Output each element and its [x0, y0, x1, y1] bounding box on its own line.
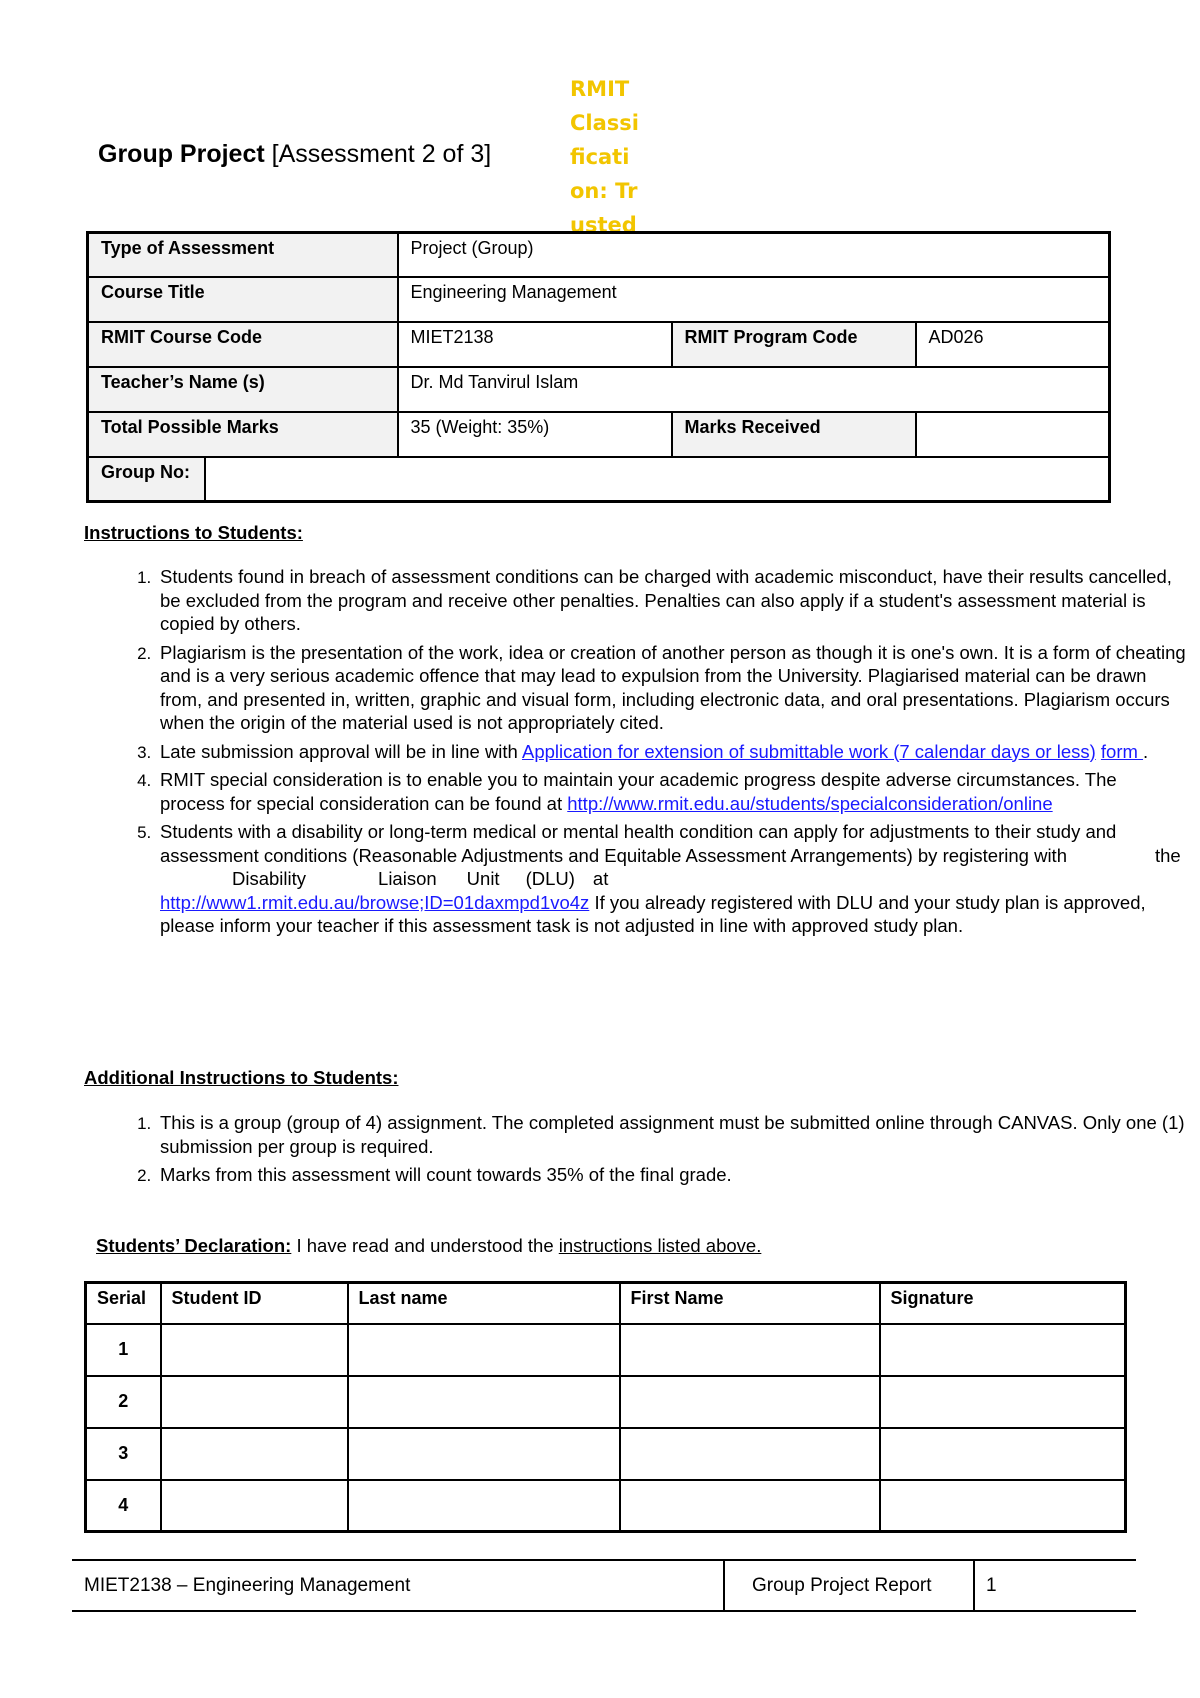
student-id-cell[interactable]	[161, 1480, 348, 1532]
first-name-cell[interactable]	[620, 1428, 880, 1480]
marks-label: Total Possible Marks	[88, 412, 398, 457]
extension-application-link[interactable]: Application for extension of submittable work (7 calendar days or less)	[521, 740, 1096, 762]
signature-cell[interactable]	[880, 1324, 1126, 1376]
declaration-text: I have read and understood the	[291, 1235, 559, 1256]
instruction-word: at	[592, 868, 609, 889]
group-no-label: Group No:	[88, 457, 205, 502]
classification-label: RMIT Classification: Trusted	[570, 77, 639, 237]
signature-cell[interactable]	[880, 1480, 1126, 1532]
instruction-item	[156, 820, 1186, 938]
instruction-item	[156, 740, 1186, 764]
title-rest: [Assessment 2 of 3]	[271, 140, 492, 168]
course-code-label: RMIT Course Code	[88, 322, 398, 367]
instruction-word: Unit	[466, 868, 500, 889]
special-consideration-link[interactable]: http://www.rmit.edu.au/students/specialconsideration/online	[567, 792, 1053, 814]
info-row-marks	[88, 412, 1110, 457]
declaration-label: Students’ Declaration:	[96, 1235, 292, 1256]
students-table	[84, 1281, 1127, 1533]
additional-instructions-list	[86, 1111, 1186, 1192]
course-title-label: Course Title	[88, 277, 398, 322]
student-id-cell[interactable]	[161, 1428, 348, 1480]
assessment-info-table	[86, 231, 1111, 503]
instructions-heading: Instructions to Students:	[84, 522, 303, 543]
col-header-last-name: Last name	[348, 1283, 620, 1324]
teacher-value: Dr. Md Tanvirul Islam	[398, 367, 1110, 412]
student-id-cell[interactable]	[161, 1324, 348, 1376]
course-title-value: Engineering Management	[398, 277, 1110, 322]
serial-cell: 3	[86, 1428, 161, 1480]
extension-form-link[interactable]: form	[1100, 740, 1144, 762]
col-header-signature: Signature	[880, 1283, 1126, 1324]
footer-doc-title: Group Project Report	[752, 1575, 932, 1596]
instruction-text: Late submission approval will be in line with	[160, 740, 522, 762]
instruction-word: Liaison	[378, 868, 437, 889]
additional-item: 2. Marks from this assessment will count towards 35% of the final grade.	[156, 1163, 1186, 1187]
footer-divider	[973, 1561, 975, 1610]
page-title	[98, 140, 491, 169]
first-name-cell[interactable]	[620, 1324, 880, 1376]
instruction-item	[156, 768, 1186, 815]
signature-cell[interactable]	[880, 1376, 1126, 1428]
info-row-type	[88, 233, 1110, 278]
additional-instructions-heading: Additional Instructions to Students:	[84, 1067, 399, 1088]
signature-cell[interactable]	[880, 1428, 1126, 1480]
instruction-text: .	[1143, 740, 1149, 762]
last-name-cell[interactable]	[348, 1324, 620, 1376]
info-row-group	[88, 457, 1110, 502]
serial-cell: 4	[86, 1480, 161, 1532]
last-name-cell[interactable]	[348, 1428, 620, 1480]
table-row	[86, 1480, 1126, 1532]
students-declaration	[96, 1235, 761, 1257]
students-table-header	[86, 1283, 1126, 1324]
last-name-cell[interactable]	[348, 1376, 620, 1428]
additional-item: 1. This is a group (group of 4) assignment. The completed assignment must be submitted online through CANVAS. Only one (1) submission per group is required.	[156, 1111, 1186, 1158]
first-name-cell[interactable]	[620, 1480, 880, 1532]
program-code-label: RMIT Program Code	[672, 322, 916, 367]
info-row-course-title	[88, 277, 1110, 322]
instructions-list	[86, 565, 1186, 943]
footer-divider	[723, 1561, 725, 1610]
instruction-text: If you already registered with DLU and your study plan is approved, please inform your teacher if this assessment task is not adjusted in line with approved study plan.	[160, 891, 1146, 936]
type-label: Type of Assessment	[88, 233, 398, 278]
page-footer	[72, 1559, 1136, 1612]
marks-received-field[interactable]	[916, 412, 1110, 457]
table-row	[86, 1324, 1126, 1376]
footer-course: MIET2138 – Engineering Management	[84, 1575, 411, 1596]
instruction-text: RMIT special consideration is to enable you to maintain your academic progress despite adverse circumstances. The process for special consideration can be found at	[160, 769, 1117, 814]
course-code-value: MIET2138	[398, 322, 672, 367]
instruction-item: 1. Students found in breach of assessment conditions can be charged with academic misconduct, have their results cancelled, be excluded from the program and receive other penalties. Penalties can also apply if a student's assessment material is copied by others.	[156, 565, 1186, 636]
marks-received-label: Marks Received	[672, 412, 916, 457]
info-row-teacher	[88, 367, 1110, 412]
group-no-field[interactable]	[205, 457, 1110, 502]
instruction-text: Students with a disability or long-term medical or mental health condition can apply for adjustments to their study and assessment conditions (Reasonable Adjustments and Equitable Assessment Arrangements) by registering with	[160, 821, 1117, 866]
dlu-registration-link[interactable]: http://www1.rmit.edu.au/browse;ID=01daxmpd1vo4z	[160, 891, 590, 913]
col-header-serial: Serial	[86, 1283, 161, 1324]
last-name-cell[interactable]	[348, 1480, 620, 1532]
col-header-first-name: First Name	[620, 1283, 880, 1324]
col-header-student-id: Student ID	[161, 1283, 348, 1324]
table-row	[86, 1376, 1126, 1428]
teacher-label: Teacher’s Name (s)	[88, 367, 398, 412]
footer-page-number: 1	[986, 1575, 997, 1596]
table-row	[86, 1428, 1126, 1480]
instruction-word: (DLU)	[525, 868, 575, 889]
marks-value: 35 (Weight: 35%)	[398, 412, 672, 457]
first-name-cell[interactable]	[620, 1376, 880, 1428]
student-id-cell[interactable]	[161, 1376, 348, 1428]
title-bold: Group Project	[98, 140, 265, 168]
serial-cell: 1	[86, 1324, 161, 1376]
type-value: Project (Group)	[398, 233, 1110, 278]
instruction-item: 2. Plagiarism is the presentation of the work, idea or creation of another person as though it is one's own. It is a form of cheating and is a very serious academic offence that may lead to expulsion from the University. Plagiarised material can be drawn from, and presented in, written, graphic and visual form, including electronic data, and oral presentations. Plagiarism occurs when the origin of the material used is not appropriately cited.	[156, 641, 1186, 735]
serial-cell: 2	[86, 1376, 161, 1428]
instruction-word: Disability	[232, 868, 307, 889]
instruction-word: the	[1154, 844, 1181, 866]
declaration-underlined: instructions listed above.	[558, 1235, 762, 1256]
program-code-value: AD026	[916, 322, 1110, 367]
info-row-codes	[88, 322, 1110, 367]
